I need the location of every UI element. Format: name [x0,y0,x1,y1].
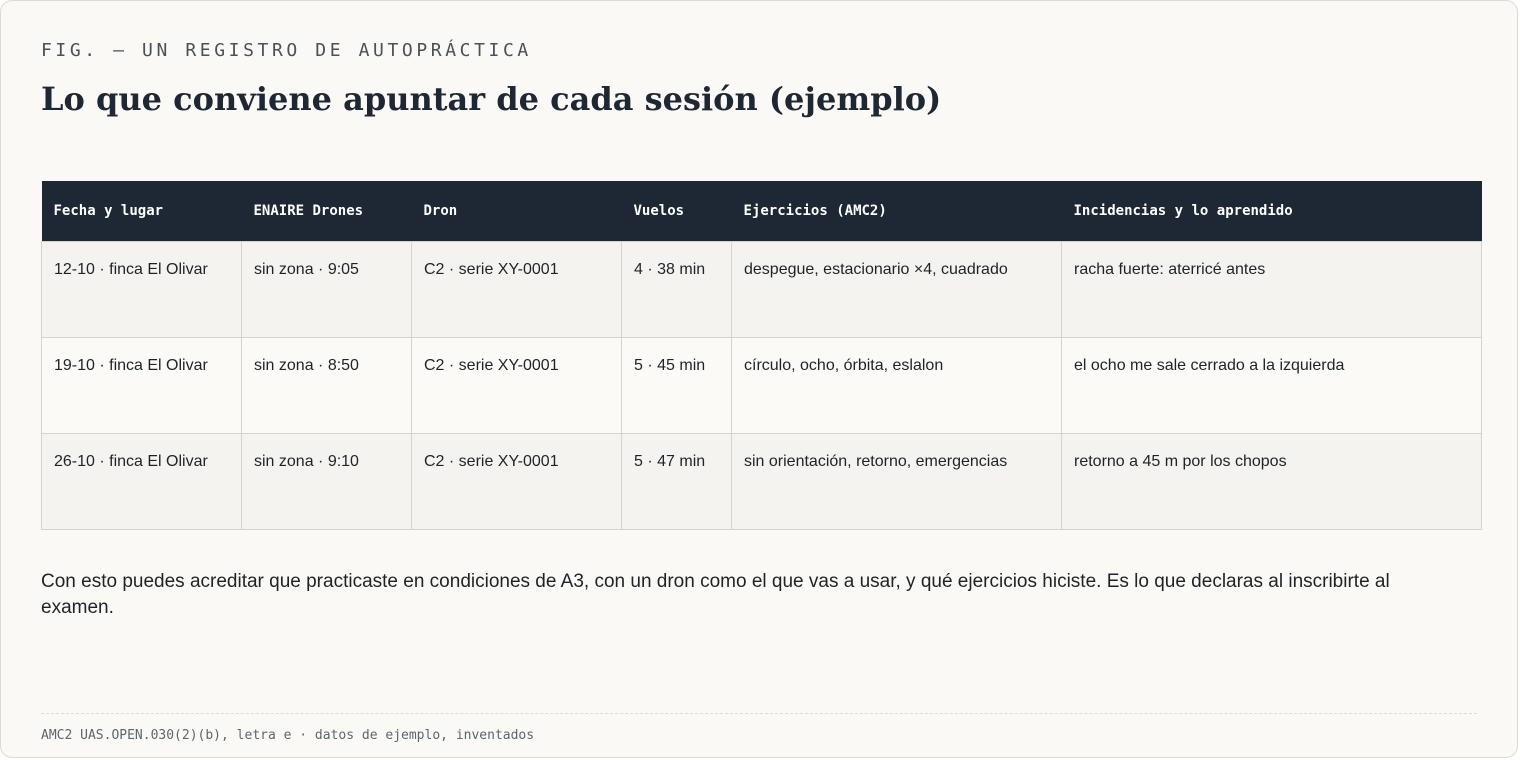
column-header-vuelos: Vuelos [622,181,732,241]
figure-eyebrow: FIG. — UN REGISTRO DE AUTOPRÁCTICA [41,40,532,61]
explanatory-note: Con esto puedes acreditar que practicaste en condiciones de A3, con un dron como el que vas a usar, y qué ejercicios hiciste. Es lo que declaras al inscribirte al examen. [41,571,1390,618]
cell-enaire-drones: sin zona · 9:05 [242,241,412,337]
column-header-fecha-lugar: Fecha y lugar [42,181,242,241]
column-header-ejercicios: Ejercicios (AMC2) [732,181,1062,241]
column-header-incidencias: Incidencias y lo aprendido [1062,181,1482,241]
cell-enaire-drones: sin zona · 9:10 [242,433,412,529]
footer-divider [41,713,1477,714]
cell-dron: C2 · serie XY-0001 [412,433,622,529]
table-row [42,337,1482,433]
cell-ejercicios: sin orientación, retorno, emergencias [732,433,1062,529]
cell-incidencias: el ocho me sale cerrado a la izquierda [1062,337,1482,433]
cell-vuelos: 5 · 45 min [622,337,732,433]
table-header-row [42,181,1482,241]
column-header-dron: Dron [412,181,622,241]
cell-incidencias: retorno a 45 m por los chopos [1062,433,1482,529]
source-caption: AMC2 UAS.OPEN.030(2)(b), letra e · datos de ejemplo, inventados [41,728,535,743]
table-body [42,241,1482,529]
cell-vuelos: 5 · 47 min [622,433,732,529]
cell-incidencias: racha fuerte: aterricé antes [1062,241,1482,337]
cell-ejercicios: círculo, ocho, órbita, eslalon [732,337,1062,433]
cell-fecha-lugar: 12-10 · finca El Olivar [42,241,242,337]
cell-enaire-drones: sin zona · 8:50 [242,337,412,433]
cell-ejercicios: despegue, estacionario ×4, cuadrado [732,241,1062,337]
cell-fecha-lugar: 26-10 · finca El Olivar [42,433,242,529]
table-header [42,181,1482,241]
cell-vuelos: 4 · 38 min [622,241,732,337]
cell-fecha-lugar: 19-10 · finca El Olivar [42,337,242,433]
cell-dron: C2 · serie XY-0001 [412,337,622,433]
cell-dron: C2 · serie XY-0001 [412,241,622,337]
figure-title: Lo que conviene apuntar de cada sesión (ejemplo) [41,80,942,118]
table-row [42,433,1482,529]
table-row [42,241,1482,337]
column-header-enaire-drones: ENAIRE Drones [242,181,412,241]
practice-log-table [41,181,1482,530]
